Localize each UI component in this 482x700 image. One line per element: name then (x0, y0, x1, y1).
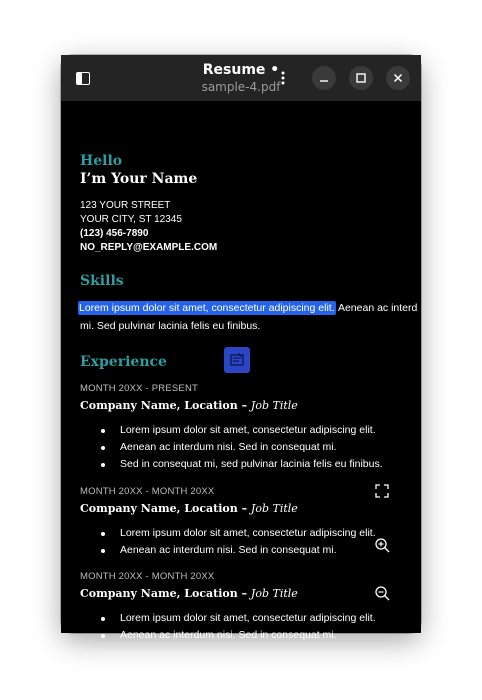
address-line-1: 123 YOUR STREET (80, 200, 171, 211)
minimize-button[interactable] (312, 66, 336, 90)
job-1-title (80, 399, 298, 412)
vertical-ellipsis-icon (281, 71, 285, 85)
close-icon (393, 73, 403, 83)
zoom-out-button[interactable] (372, 583, 392, 603)
email-text: NO_REPLY@EXAMPLE.COM (80, 242, 218, 253)
job-3-title (80, 587, 298, 600)
annotation-note-button[interactable] (224, 347, 250, 373)
minimize-icon (319, 73, 329, 83)
job-1-bullet-3: Sed in consequat mi, sed pulvinar lacinia felis eu finibus. (120, 458, 383, 470)
annotation-note-icon (229, 352, 245, 368)
address-line-2: YOUR CITY, ST 12345 (80, 214, 182, 225)
job-1-bullet-1: Lorem ipsum dolor sit amet, consectetur adipiscing elit. (120, 424, 376, 436)
job-3-bullet-2: Aenean ac interdum nisi. Sed in consequat mi. (120, 629, 337, 641)
close-button[interactable] (386, 66, 410, 90)
fit-page-button[interactable] (372, 481, 392, 501)
zoom-in-button[interactable] (372, 535, 392, 555)
fit-page-icon (375, 484, 389, 498)
main-menu-button[interactable] (271, 66, 295, 90)
job-2-title (80, 502, 298, 515)
skills-heading: Skills (80, 273, 124, 289)
job-2-sep: – (237, 502, 251, 515)
job-1-company: Company Name, Location (80, 399, 238, 412)
skills-line-1 (78, 302, 417, 314)
zoom-out-icon (375, 586, 390, 601)
job-1-bullet-2: Aenean ac interdum nisi. Sed in consequat mi. (120, 441, 337, 453)
headerbar (61, 55, 421, 101)
highlighted-text[interactable]: Lorem ipsum dolor sit amet, consectetur adipiscing elit. (79, 302, 335, 314)
window-subtitle: sample-4.pdf (201, 80, 281, 94)
greeting-heading: Hello (80, 153, 123, 169)
job-2-company: Company Name, Location (80, 502, 238, 515)
job-3-role: Job Title (250, 587, 298, 600)
name-heading: I’m Your Name (80, 171, 198, 187)
job-2-bullet-1: Lorem ipsum dolor sit amet, consectetur adipiscing elit. (120, 527, 376, 539)
job-2-date: MONTH 20XX - MONTH 20XX (80, 486, 215, 497)
document-page[interactable] (61, 101, 421, 641)
document-viewer-window (61, 55, 421, 641)
job-1-date: MONTH 20XX - PRESENT (80, 383, 199, 394)
job-3-company: Company Name, Location (80, 587, 238, 600)
skills-rest-text: Aenean ac interd (335, 302, 418, 314)
job-2-role: Job Title (250, 502, 298, 515)
phone-text: (123) 456-7890 (80, 228, 149, 239)
window-title: Resume • (202, 62, 280, 78)
experience-heading: Experience (80, 354, 167, 370)
job-1-sep: – (237, 399, 251, 412)
job-2-bullet-2: Aenean ac interdum nisi. Sed in consequat mi. (120, 544, 337, 556)
job-1-role: Job Title (250, 399, 298, 412)
job-3-date: MONTH 20XX - MONTH 20XX (80, 571, 215, 582)
maximize-icon (356, 73, 366, 83)
job-3-sep: – (237, 587, 251, 600)
skills-line-2: mi. Sed pulvinar lacinia felis eu finibus. (80, 320, 261, 332)
zoom-in-icon (375, 538, 390, 553)
maximize-button[interactable] (349, 66, 373, 90)
job-3-bullet-1: Lorem ipsum dolor sit amet, consectetur adipiscing elit. (120, 612, 376, 624)
